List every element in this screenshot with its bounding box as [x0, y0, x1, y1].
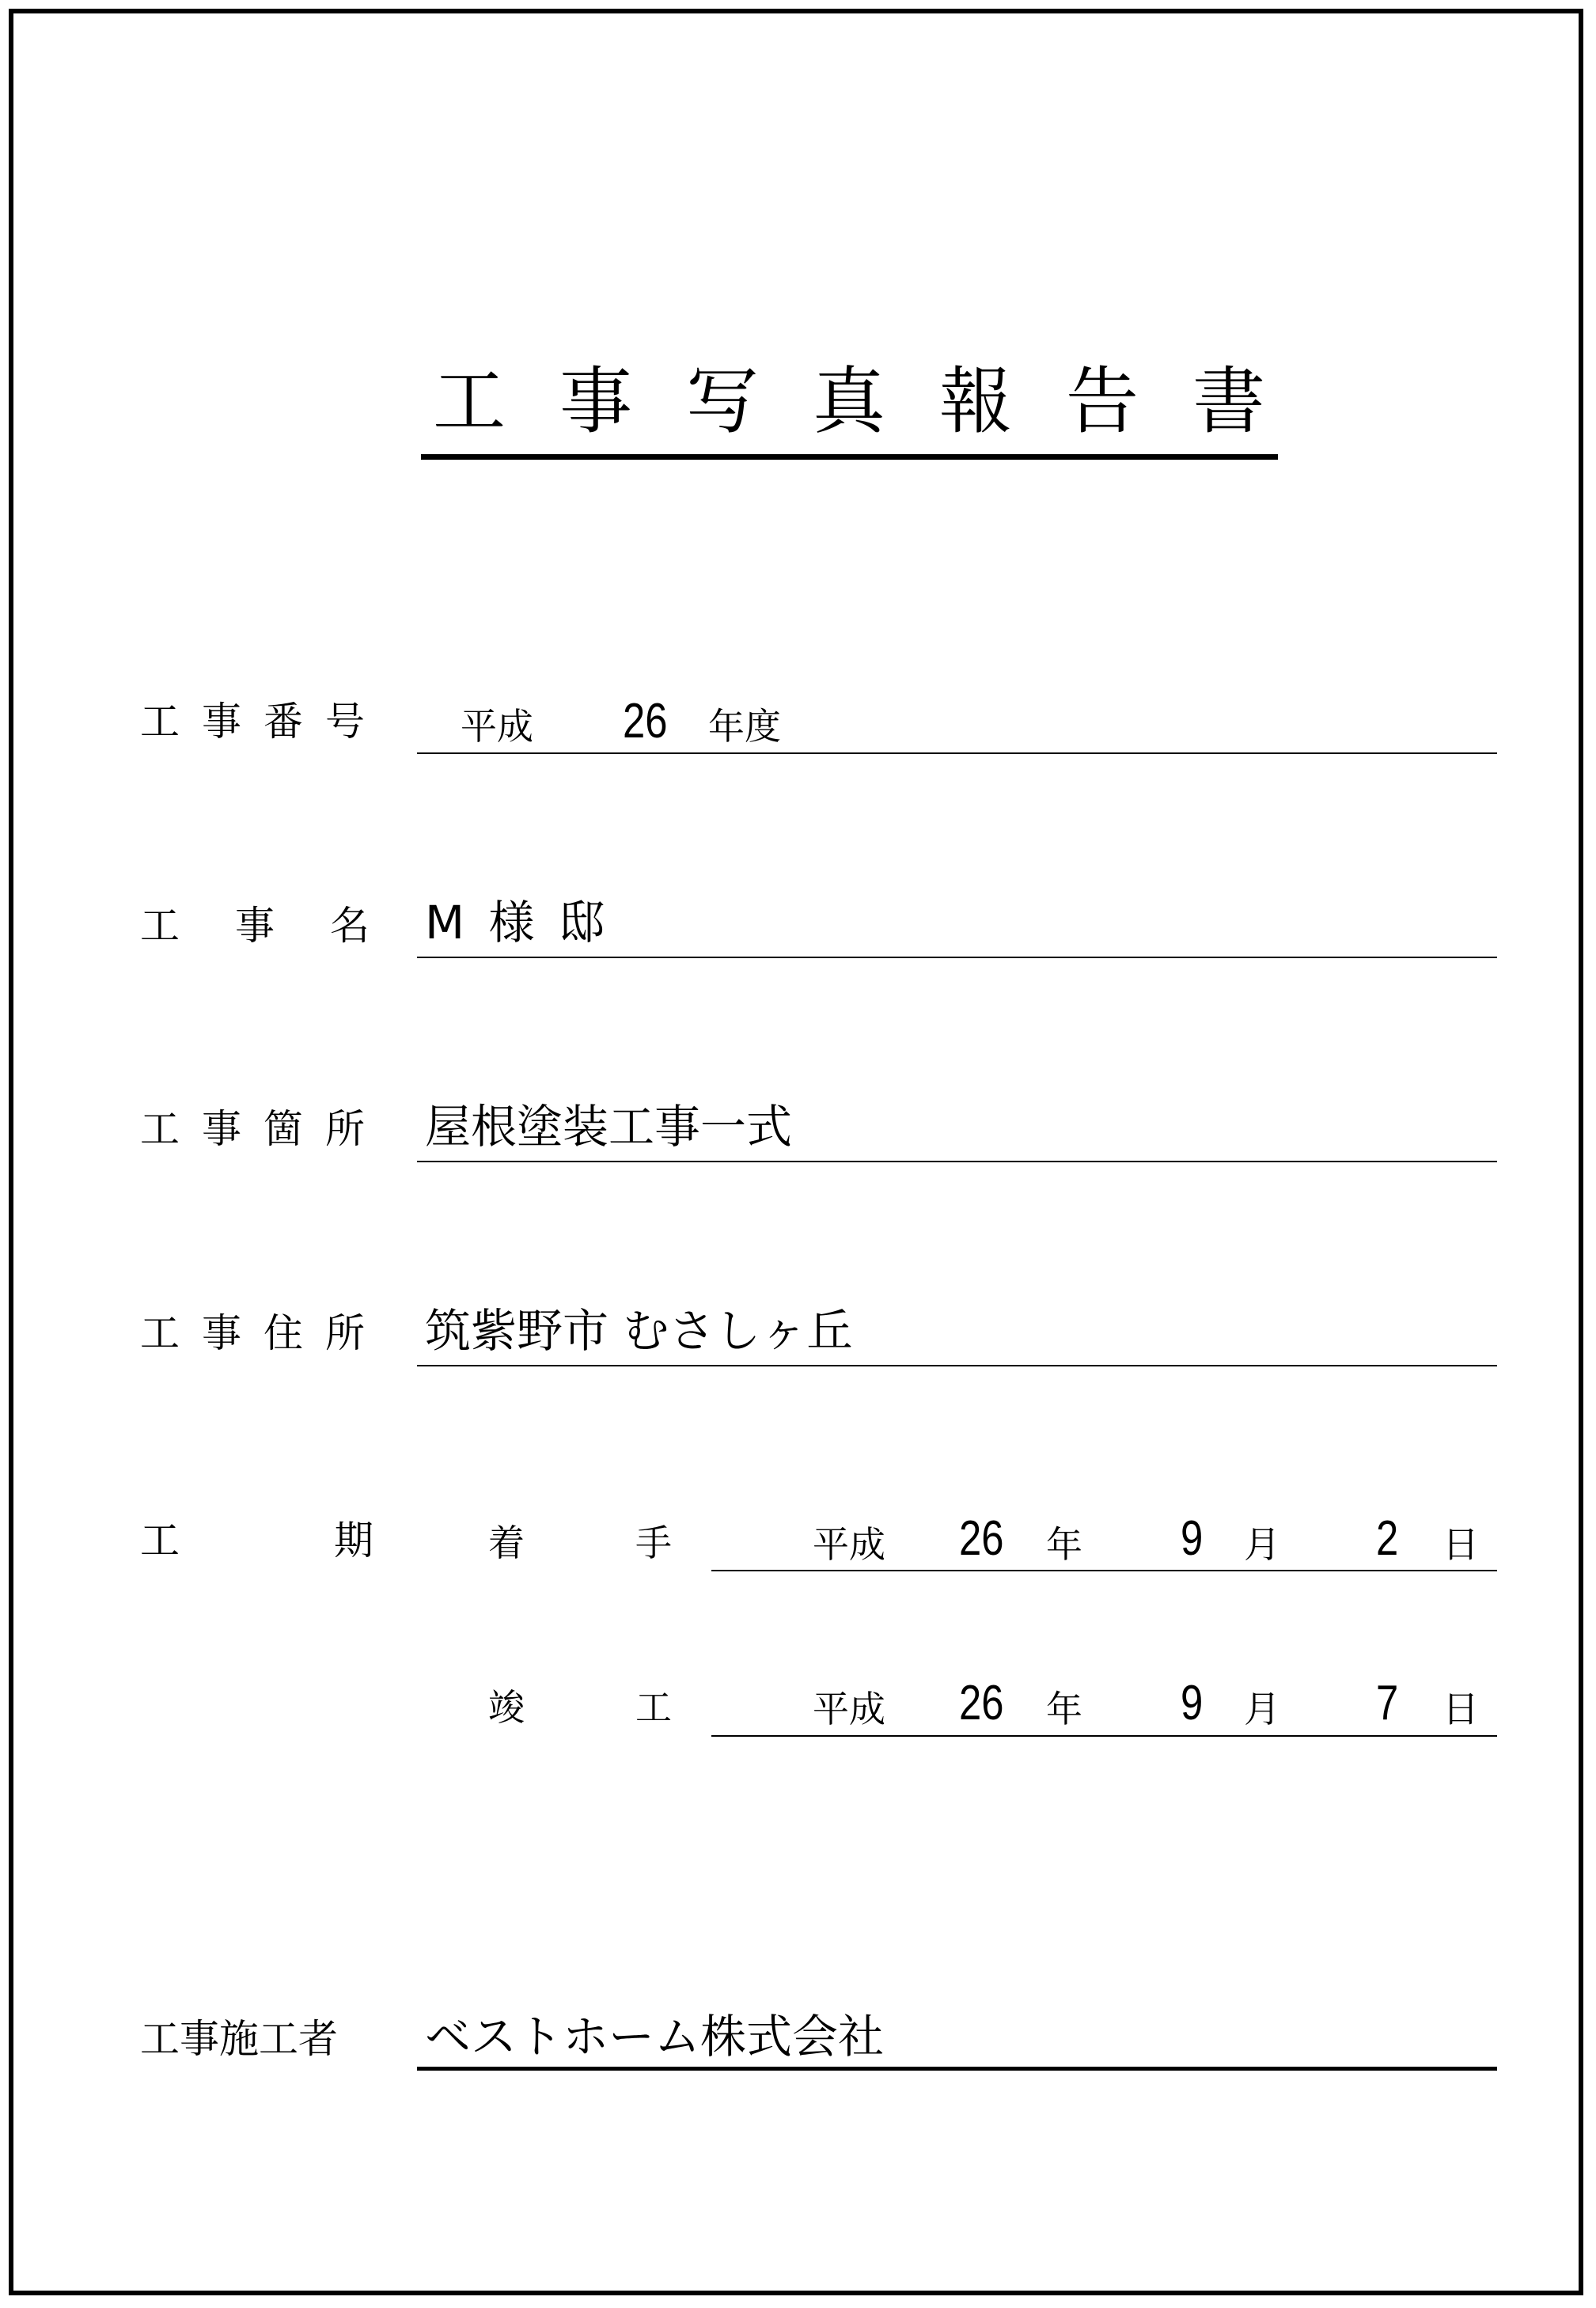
start-date-rule: [711, 1570, 1497, 1571]
work-address-rule: [417, 1365, 1497, 1366]
work-location-value: 屋根塗装工事一式: [425, 1100, 793, 1154]
end-date-rule: [711, 1735, 1497, 1737]
start-month: 9: [1181, 1511, 1204, 1566]
label-work-name: 工事名: [140, 903, 425, 949]
work-location-rule: [417, 1161, 1497, 1162]
end-era: 平成: [813, 1688, 885, 1730]
start-month-unit: 月: [1244, 1523, 1280, 1566]
label-contractor: 工事施工者: [140, 2016, 338, 2062]
label-period-right: 期: [334, 1518, 373, 1563]
report-cover-page: [9, 9, 1583, 2295]
start-label-a: 着: [488, 1522, 525, 1564]
work-number-era: 平成: [461, 705, 533, 748]
label-work-number: 工事番号: [140, 699, 387, 745]
work-number-year: 26: [623, 694, 668, 748]
start-year: 26: [959, 1511, 1004, 1566]
end-month-unit: 月: [1244, 1688, 1280, 1730]
work-name-value: M 様 邸: [425, 896, 609, 949]
start-label-b: 手: [635, 1522, 672, 1564]
work-number-suffix: 年度: [708, 705, 781, 748]
start-day: 2: [1376, 1511, 1399, 1566]
work-address-value: 筑紫野市 むさしヶ丘: [425, 1304, 853, 1358]
end-year-unit: 年: [1046, 1688, 1082, 1730]
end-day-unit: 日: [1442, 1688, 1479, 1730]
end-month: 9: [1181, 1676, 1204, 1730]
start-day-unit: 日: [1442, 1523, 1479, 1566]
contractor-rule: [417, 2067, 1497, 2071]
end-day: 7: [1376, 1676, 1399, 1730]
label-period-left: 工: [140, 1518, 180, 1563]
label-work-location: 工事箇所: [140, 1106, 387, 1152]
end-label-b: 工: [635, 1686, 672, 1729]
end-year: 26: [959, 1676, 1004, 1730]
end-label-a: 竣: [488, 1686, 525, 1729]
start-year-unit: 年: [1046, 1523, 1082, 1566]
start-era: 平成: [813, 1523, 885, 1566]
label-work-address: 工事住所: [140, 1310, 387, 1356]
document-title: 工事写真報告書: [433, 359, 1320, 444]
work-name-rule: [417, 957, 1497, 958]
title-underline: [421, 454, 1278, 460]
contractor-value: ベストホーム株式会社: [425, 2010, 885, 2064]
work-number-rule: [417, 752, 1497, 754]
